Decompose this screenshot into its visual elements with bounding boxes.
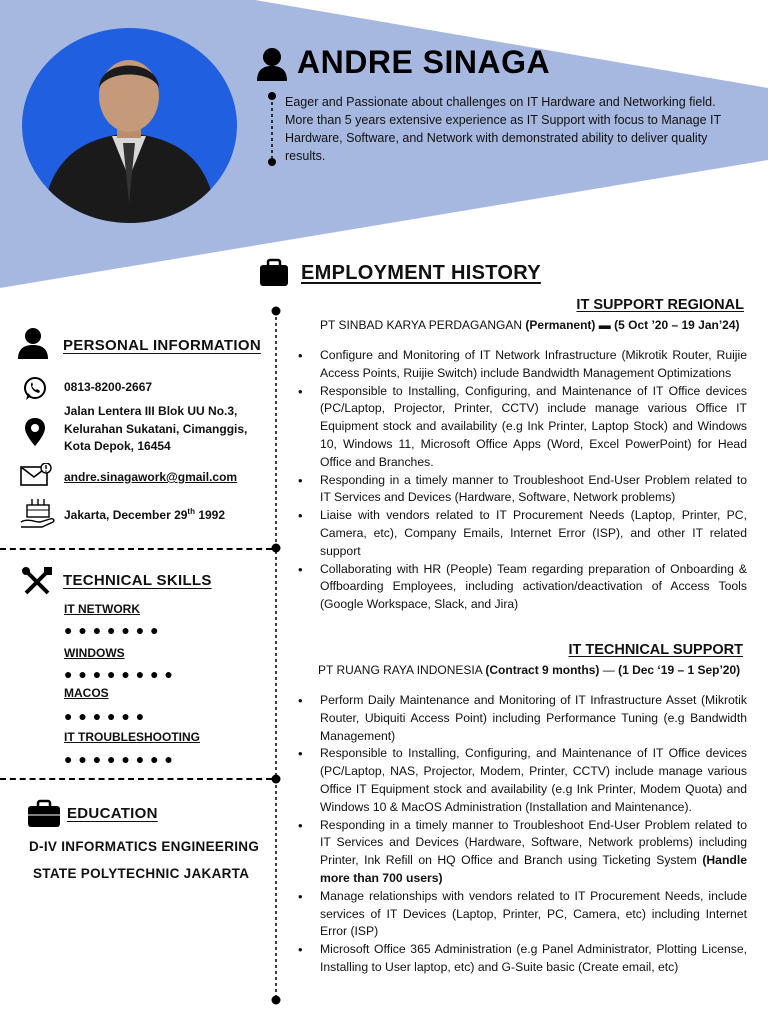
list-item: • Configure and Monitoring of IT Network Infrastructure (Mikrotik Router, Ruijie Access Points, Ruijie Switch) include Bandwidth Management Optimizations [320, 347, 747, 383]
skill-label: IT TROUBLESHOOTING [64, 730, 200, 744]
job-title: IT TECHNICAL SUPPORT [568, 642, 743, 658]
job-company-line [318, 663, 740, 677]
list-item: • Manage relationships with vendors related to IT Procurement Needs, include services of IT Devices (Laptop, Printer, PC, Camera, etc) including Internet Error (ISP) [320, 888, 747, 941]
email-icon [20, 463, 52, 487]
employment-type: (Contract 9 months) [485, 663, 600, 677]
whatsapp-icon [22, 376, 48, 402]
summary-timeline [266, 92, 278, 166]
education-degree: D-IV INFORMATICS ENGINEERING [29, 839, 260, 854]
section-divider [0, 548, 272, 550]
list-item: • Microsoft Office 365 Administration (e.g Panel Administrator, Plotting License, Installing to User laptop, etc) and G-Suite basic (Create email, etc) [320, 941, 747, 977]
birth-date [64, 503, 225, 525]
skill-label: IT NETWORK [64, 602, 140, 616]
address-line: Jalan Lentera III Blok UU No.3, [64, 404, 238, 418]
employment-type: (Permanent) [525, 318, 596, 332]
employment-period: (1 Dec ‘19 – 1 Sep’20) [618, 663, 741, 677]
briefcase-icon [27, 798, 61, 828]
skill-rating: ● ● ● ● ● ● ● [64, 622, 160, 638]
list-item-text: Responding in a timely manner to Troubleshoot End-User Problem related to IT Services and Devices (Hardware, Software, Network problems) including Printer, Ink Refill on HQ Office and Branch using Ticketing System [320, 817, 747, 868]
address [64, 403, 247, 456]
birth-date-text: Jakarta, December 29 [64, 508, 188, 522]
skill-rating: ● ● ● ● ● ● [64, 708, 146, 724]
profile-summary: Eager and Passionate about challenges on IT Hardware and Networking field. More than 5 years extensive experience as IT Support with focus to Manage IT Hardware, Software, and Network with demonstrated ability to deliver quality results. [285, 95, 721, 163]
list-item: • Responsible to Installing, Configuring, and Maintenance of IT Office devices (PC/Laptop, Projector, Printer, CCTV) include manage various Office IT Equipment stock and availability (e.g Ink Printer, Laptop Stock) and Windows 10, Windows 11, Microsoft Office Apps (Word, Excel PowerPoint) for Head Office and Branches. [320, 383, 747, 472]
date-separator: — [602, 663, 615, 677]
profile-photo [22, 28, 237, 223]
main-timeline [270, 305, 282, 1010]
birthday-cake-icon [20, 495, 56, 529]
person-icon [17, 327, 49, 359]
job-duties-list [320, 347, 747, 614]
list-item: • Liaise with vendors related to IT Procurement Needs (Laptop, Printer, PC, Camera, etc), Company Emails, Internet Error (ISP), and other IT related support [320, 507, 747, 560]
skill-label: MACOS [64, 686, 109, 700]
email-address[interactable]: andre.sinagawork@gmail.com [64, 470, 238, 484]
skill-label: WINDOWS [64, 646, 125, 660]
person-name: ANDRE SINAGA [297, 44, 551, 80]
employment-period: (5 Oct ’20 – 19 Jan’24) [614, 318, 740, 332]
location-pin-icon [24, 418, 46, 446]
list-item: • Responsible to Installing, Configuring, and Maintenance of IT Office devices (PC/Laptop, NAS, Projector, Modem, Printer, CCTV) include manage various Office IT Equipment stock and availability (e.g Ink Printer, Modem Quota) and Windows 10 & MacOS Administration (Installation and Maintenance). [320, 745, 747, 816]
employment-history-title: EMPLOYMENT HISTORY [301, 262, 541, 284]
list-item: • Collaborating with HR (People) Team regarding preparation of Onboarding & Offboarding Employees, including activation/deactivation of Access Tools (Google Workspace, Slack, and Jira) [320, 561, 747, 614]
list-item: • Perform Daily Maintenance and Monitoring of IT Infrastructure Asset (Mikrotik Router, Ubiquiti Access Point) including Performance Tuning (e.g Bandwidth Management) [320, 692, 747, 745]
date-separator: ▬ [598, 318, 611, 332]
list-item-highlight: (Handle more than 700 users) [320, 853, 748, 885]
birth-year: 1992 [194, 508, 226, 522]
list-item: • Responding in a timely manner to Troubleshoot End-User Problem related to IT Services and Devices (Hardware, Software, Network problems) [320, 472, 747, 508]
personal-information-title: PERSONAL INFORMATION [63, 337, 261, 354]
section-divider [0, 778, 272, 780]
address-line: Kota Depok, 16454 [64, 439, 171, 453]
phone-number: 0813-8200-2667 [64, 380, 153, 394]
education-title: EDUCATION [67, 805, 158, 822]
job-company-line [320, 318, 740, 332]
birth-date-suffix: th [187, 507, 195, 516]
job-duties-list [320, 692, 747, 977]
address-line: Kelurahan Sukatani, Cimanggis, [64, 421, 248, 436]
briefcase-icon [259, 257, 289, 287]
technical-skills-title: TECHNICAL SKILLS [63, 572, 212, 589]
person-icon [256, 47, 288, 81]
education-school: STATE POLYTECHNIC JAKARTA [33, 866, 250, 881]
skill-rating: ● ● ● ● ● ● ● ● [64, 666, 174, 682]
company-name: PT RUANG RAYA INDONESIA [318, 663, 483, 677]
job-title: IT SUPPORT REGIONAL [576, 297, 744, 313]
company-name: PT SINBAD KARYA PERDAGANGAN [320, 318, 523, 332]
list-item [320, 817, 747, 888]
tools-icon [21, 566, 53, 598]
skill-rating: ● ● ● ● ● ● ● ● [64, 751, 174, 767]
